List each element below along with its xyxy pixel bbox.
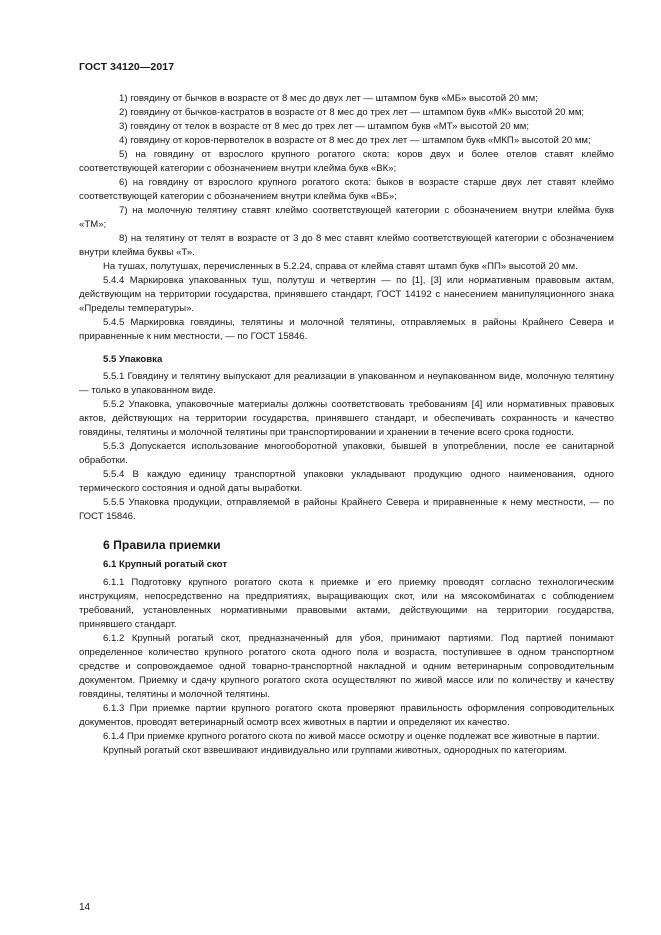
clause-6-1-3: 6.1.3 При приемке партии крупного рогатого скота проверяют правильность оформления сопроводительных документов, проводят ветеринарный осмотр всех животных в партии и определяют их качество. <box>79 703 614 728</box>
list-item-4: 4) говядину от коров-первотелок в возрасте от 8 мес до трех лет — штампом букв «МКП» высотой 20 мм; <box>119 135 591 146</box>
document-body <box>79 92 614 758</box>
list-item-2: 2) говядину от бычков-кастратов в возрасте от 8 мес до трех лет — штампом букв «МК» высотой 20 мм; <box>119 107 585 118</box>
clause-5-5-5: 5.5.5 Упаковка продукции, отправляемой в районы Крайнего Севера и приравненные к нему местности, — по ГОСТ 15846. <box>79 497 614 522</box>
clause-5-4-5: 5.4.5 Маркировка говядины, телятины и молочной телятины, отправляемых в районы Крайнего Севера и приравненные к ним местности, — по ГОСТ 15846. <box>79 317 614 342</box>
paragraph-stamp-pp: На тушах, полутушах, перечисленных в 5.2.24, справа от клейма ставят штамп букв «ПП» высотой 20 мм. <box>103 261 578 272</box>
list-item-1: 1) говядину от бычков в возрасте от 8 мес до двух лет — штампом букв «МБ» высотой 20 мм; <box>119 93 538 104</box>
list-item-6: 6) на говядину от взрослого крупного рогатого скота: быков в возрасте старше двух лет ставят клеймо соответствующей категории с обозначением внутри клейма букв «ВБ»; <box>79 177 614 202</box>
list-item-8: 8) на телятину от телят в возрасте от 3 до 8 мес ставят клеймо соответствующей категории с обозначением внутри клейма буквы «Т». <box>79 233 614 258</box>
section-heading-6: 6 Правила приемки <box>103 538 221 552</box>
list-item-7: 7) на молочную телятину ставят клеймо соответствующей категории с обозначением внутри клейма букв «ТМ»; <box>79 205 614 230</box>
list-item-5: 5) на говядину от взрослого крупного рогатого скота: коров двух и более отелов ставят клеймо соответствующей категории с обозначением внутри клейма букв «ВК»; <box>79 149 614 174</box>
clause-5-5-4: 5.5.4 В каждую единицу транспортной упаковки укладывают продукцию одного наименования, одного термического состояния и одной даты выработки. <box>79 469 614 494</box>
clause-5-5-3: 5.5.3 Допускается использование многооборотной упаковки, бывшей в употреблении, после ее санитарной обработки. <box>79 441 614 466</box>
page-number: 14 <box>79 902 91 913</box>
clause-5-4-4: 5.4.4 Маркировка упакованных туш, полутуш и четвертин — по [1], [3] или нормативным правовым актам, действующим на территории государства, принявшего стандарт, ГОСТ 14192 с нанесением манипуляционного знака «Пределы температуры». <box>79 275 614 314</box>
section-heading-6-1: 6.1 Крупный рогатый скот <box>103 559 228 570</box>
clause-5-5-1: 5.5.1 Говядину и телятину выпускают для реализации в упакованном и неупакованном виде, молочную телятину — только в упакованном виде. <box>79 371 614 396</box>
clause-6-1-1: 6.1.1 Подготовку крупного рогатого скота к приемке и его приемку проводят согласно технологическим инструкциям, непосредственно на предприятиях, выращивающих скот, или на мясокомбинатах с соблюдением требований, установленных нормативными правовыми актами, действующими на территории государства, принявшего стандарт. <box>79 577 614 630</box>
paragraph-weighing: Крупный рогатый скот взвешивают индивидуально или группами животных, однородных по категориям. <box>103 745 568 756</box>
clause-6-1-2: 6.1.2 Крупный рогатый скот, предназначенный для убоя, принимают партиями. Под партией понимают определенное количество крупного рогатого скота одного пола и возраста, поступившее в одном транспортном средстве и сопровождаемое одной товарно-транспортной накладной и одним ветеринарным сопроводительным документом. Приемку и сдачу крупного рогатого скота осуществляют по живой массе или по количеству и качеству говядины, телятины и молочной телятины. <box>79 633 614 700</box>
list-item-3: 3) говядину от телок в возрасте от 8 мес до трех лет — штампом букв «МТ» высотой 20 мм; <box>119 121 530 132</box>
clause-5-5-2: 5.5.2 Упаковка, упаковочные материалы должны соответствовать требованиям [4] или нормативных правовых актов, действующих на территории государства, принявшего стандарт, и обеспечивать сохранность и качество говядины, телятины и молочной телятины при транспортировании и хранении в течение всего срока годности. <box>79 399 614 438</box>
clause-6-1-4: 6.1.4 При приемке крупного рогатого скота по живой массе осмотру и оценке подлежат все животные в партии. <box>103 731 600 742</box>
section-heading-5-5: 5.5 Упаковка <box>103 354 163 365</box>
document-header: ГОСТ 34120—2017 <box>79 61 175 73</box>
